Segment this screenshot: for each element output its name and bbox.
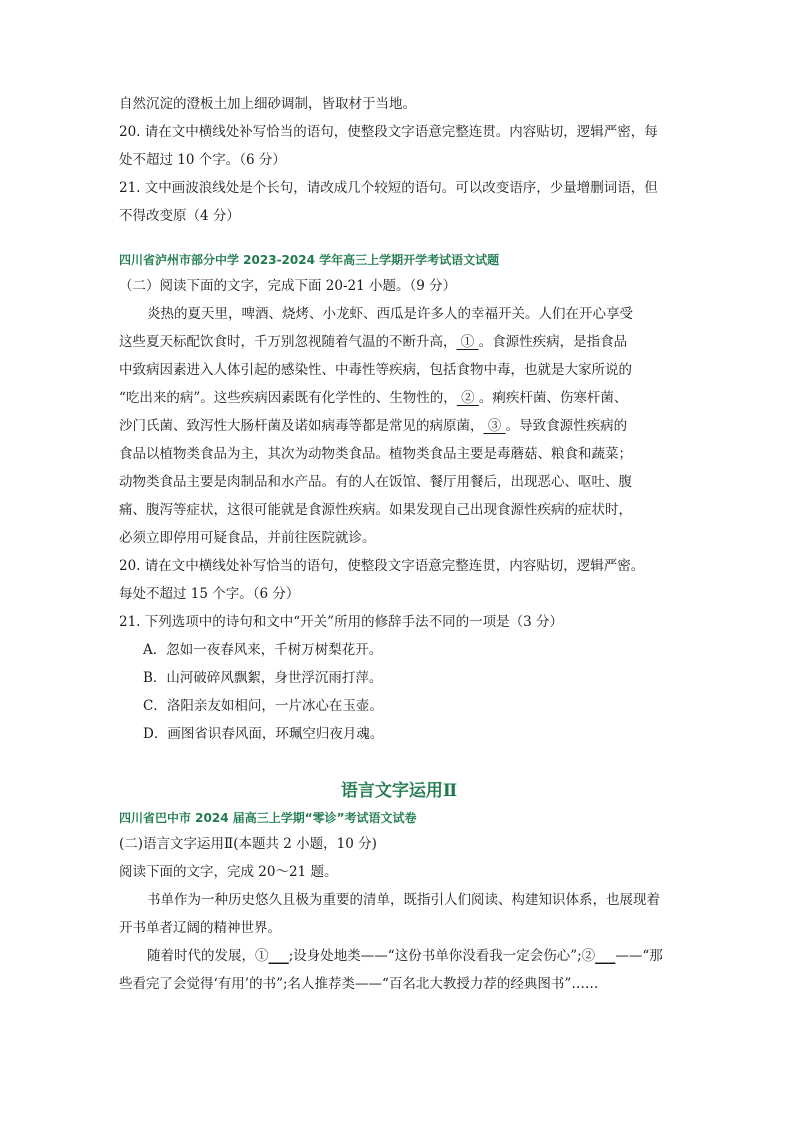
option-c: C．洛阳亲友如相问，一片冰心在玉壶。 xyxy=(143,698,383,714)
passage-line: 书单作为一种历史悠久且极为重要的清单，既指引人们阅读、构建知识体系，也展现着 xyxy=(147,892,660,908)
question-21-line-2: 不得改变原（4 分） xyxy=(119,208,240,224)
source-luzhou: 四川省泸州市部分中学 2023-2024 学年高三上学期开学考试语文试题 xyxy=(119,253,500,267)
passage-line: 中致病因素进入人体引起的感染性、中毒性等疾病，包括食物中毒，也就是大家所说的 xyxy=(119,362,632,378)
option-b: B．山河破碎风飘絮，身世浮沉雨打萍。 xyxy=(143,670,383,686)
blank-3: ③ xyxy=(483,418,506,434)
section-heading-luzhou: （二）阅读下面的文字，完成下面 20-21 小题。（9 分） xyxy=(119,278,457,294)
option-a: A．忽如一夜春风来，千树万树梨花开。 xyxy=(143,642,383,658)
passage-line: 痛、腹泻等症状，这很可能就是食源性疾病。如果发现自己出现食源性疾病的症状时， xyxy=(119,502,632,518)
passage-line: 食品以植物类食品为主，其次为动物类食品。植物类食品主要是毒蘑菇、粮食和蔬菜； xyxy=(119,446,632,462)
question-20-line-2: 每处不超过 15 个字。（6 分） xyxy=(119,586,300,602)
question-20-line-1: 20. 请在文中横线处补写恰当的语句，使整段文字语意完整连贯。内容贴切，逻辑严密，每 xyxy=(119,124,658,140)
question-20-line-1: 20. 请在文中横线处补写恰当的语句，使整段文字语意完整连贯，内容贴切，逻辑严密。 xyxy=(119,558,645,574)
passage-line: 这些夏天标配饮食时，千万别忽视随着气温的不断升高， ① 。食源性疾病，是指食品 xyxy=(119,334,628,350)
question-21-line-1: 21. 文中画波浪线处是个长句，请改成几个较短的语句。可以改变语序，少量增删词语，但 xyxy=(119,180,658,196)
passage-line: 随着时代的发展，①___;设身处地类——“这份书单你没看我一定会伤心”;②___——“那 xyxy=(147,948,663,964)
blank-2: ② xyxy=(456,390,479,406)
passage-line: “吃出来的病”。这些疾病因素既有化学性的、生物性的， ② 。痢疾杆菌、伤寒杆菌、 xyxy=(119,390,628,406)
blank-1: ___ xyxy=(268,948,289,964)
option-d: D．画图省识春风面，环珮空归夜月魂。 xyxy=(143,726,384,742)
passage-line: 开书单者辽阔的精神世界。 xyxy=(119,920,281,936)
question-20-line-2: 处不超过 10 个字。（6 分） xyxy=(119,152,286,168)
passage-carryover-line: 自然沉淀的澄板土加上细砂调制，皆取材于当地。 xyxy=(119,96,416,112)
blank-2: ___ xyxy=(595,948,616,964)
blank-1: ① xyxy=(456,334,479,350)
question-21: 21. 下列选项中的诗句和文中“开关”所用的修辞手法不同的一项是（3 分） xyxy=(119,614,563,630)
passage-line: 必须立即停用可疑食品，并前往医院就诊。 xyxy=(119,530,376,546)
document-content xyxy=(119,90,679,998)
passage-line: 炎热的夏天里，啤酒、烧烤、小龙虾、西瓜是许多人的幸福开关。人们在开心享受 xyxy=(147,306,633,322)
instruction: 阅读下面的文字，完成 20～21 题。 xyxy=(119,864,338,880)
passage-line: 沙门氏菌、致泻性大肠杆菌及诺如病毒等都是常见的病原菌， ③ 。导致食源性疾病的 xyxy=(119,418,628,434)
passage-line: 动物类食品主要是肉制品和水产品。有的人在饭馆、餐厅用餐后，出现恶心、呕吐、腹 xyxy=(119,474,632,490)
source-bazhong: 四川省巴中市 2024 届高三上学期“零诊”考试语文试卷 xyxy=(119,811,417,825)
passage-line: 些看完了会觉得‘有用’的书”;名人推荐类——“百名北大教授力荐的经典图书”…… xyxy=(119,976,599,992)
section-heading-bazhong: (二)语言文字运用Ⅱ(本题共 2 小题，10 分) xyxy=(119,836,377,852)
section-title: 语言文字运用Ⅱ xyxy=(340,781,458,801)
